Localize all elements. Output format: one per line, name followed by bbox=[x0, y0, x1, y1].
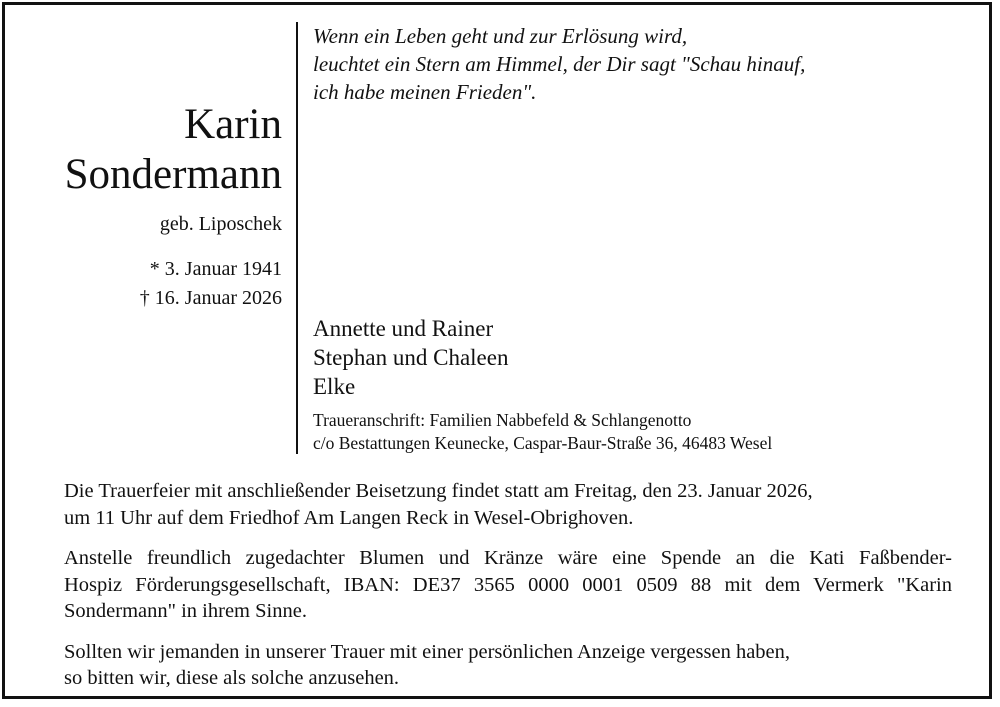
verse bbox=[313, 22, 805, 106]
verse-line: Wenn ein Leben geht und zur Erlösung wird, bbox=[313, 24, 688, 48]
mourning-address bbox=[313, 409, 772, 455]
birth-date: * 3. Januar 1941 bbox=[149, 258, 282, 280]
mourner: Annette und Rainer bbox=[313, 316, 494, 341]
paragraph-line: Sondermann" in ihrem Sinne. bbox=[64, 600, 307, 622]
address-line: Traueranschrift: Familien Nabbefeld & Schlangenotto bbox=[313, 410, 692, 430]
verse-line: leuchtet ein Stern am Himmel, der Dir sagt "Schau hinauf, bbox=[313, 52, 806, 76]
death-date: † 16. Januar 2026 bbox=[139, 287, 282, 309]
paragraph-line: Sollten wir jemanden in unserer Trauer mit einer persönlichen Anzeige vergessen haben, bbox=[64, 640, 791, 663]
apology-paragraph bbox=[64, 639, 954, 692]
deceased-name bbox=[65, 100, 282, 200]
mourner: Stephan und Chaleen bbox=[313, 345, 509, 370]
mourner: Elke bbox=[313, 374, 356, 399]
verse-line: ich habe meinen Frieden". bbox=[313, 80, 537, 104]
donation-paragraph bbox=[64, 545, 954, 625]
divider-line bbox=[296, 22, 298, 454]
mourners-list bbox=[313, 314, 508, 401]
paragraph-line: Hospiz Förderungsgesellschaft, IBAN: DE37 3565 0000 0001 0509 88 mit dem Vermerk "Karin bbox=[64, 573, 952, 596]
paragraph-line: Die Trauerfeier mit anschließender Beisetzung findet statt am Freitag, den 23. Januar 2026, bbox=[64, 480, 813, 502]
last-name: Sondermann bbox=[64, 151, 282, 198]
ceremony-paragraph bbox=[64, 478, 954, 531]
paragraph-line: um 11 Uhr auf dem Friedhof Am Langen Reck in Wesel-Obrighoven. bbox=[64, 506, 634, 529]
birth-name: geb. Liposchek bbox=[159, 213, 282, 235]
notice-text bbox=[64, 478, 954, 692]
paragraph-line: so bitten wir, diese als solche anzusehen. bbox=[64, 667, 400, 689]
paragraph-line: Anstelle freundlich zugedachter Blumen und Kränze wäre eine Spende an die Kati Faßbender- bbox=[64, 547, 952, 569]
address-line: c/o Bestattungen Keunecke, Caspar-Baur-Straße 36, 46483 Wesel bbox=[313, 433, 773, 453]
first-name: Karin bbox=[184, 101, 282, 148]
